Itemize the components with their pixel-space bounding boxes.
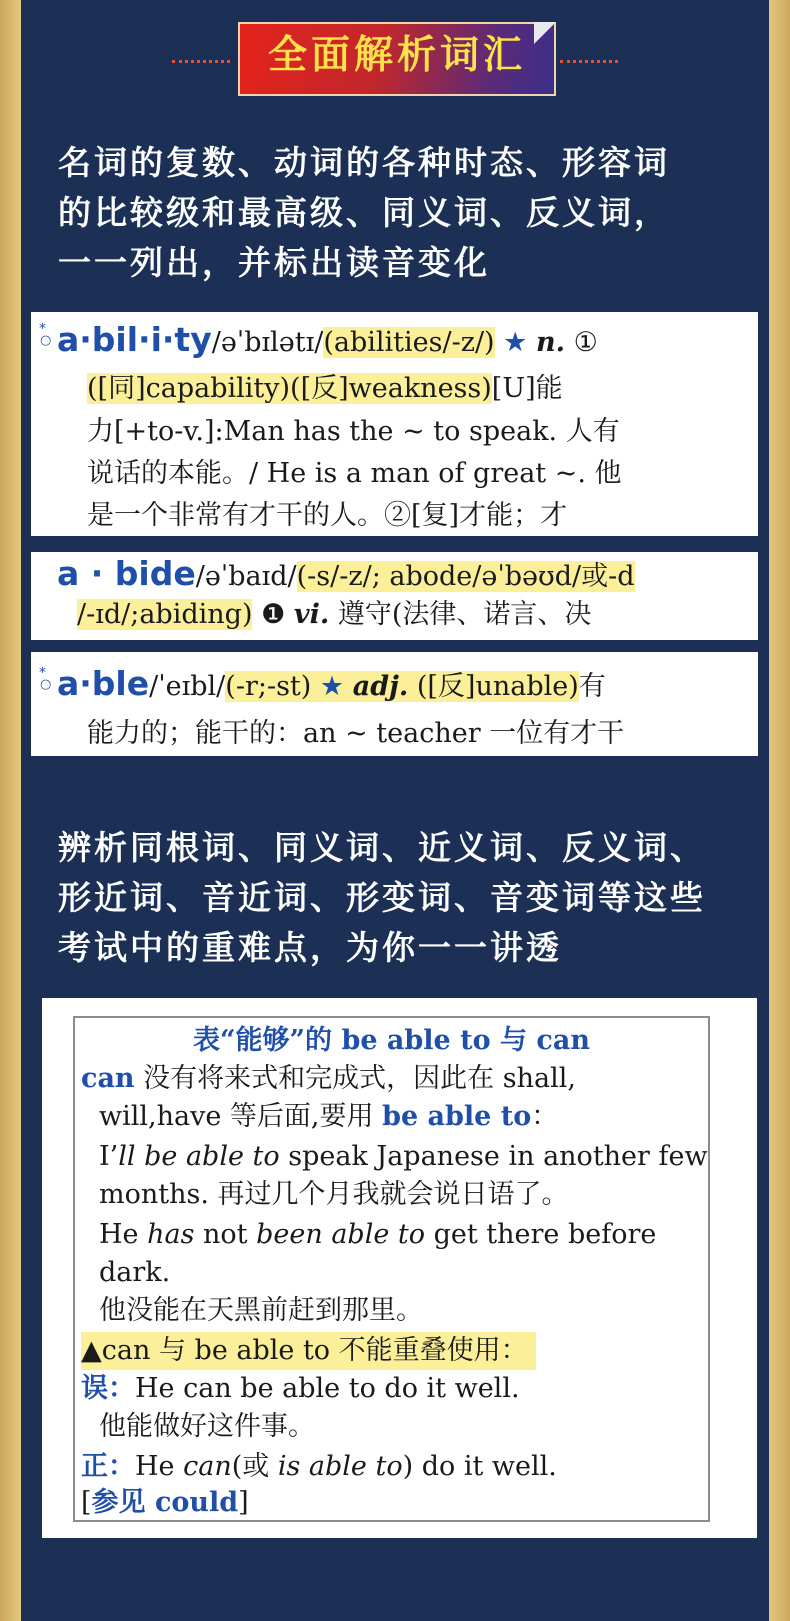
inflected-forms: /-ɪd/;abiding) bbox=[77, 599, 253, 630]
entry-line-5: 是一个非常有才干的人。②[复]才能；才 bbox=[87, 500, 568, 531]
entry-line-1 bbox=[57, 664, 606, 704]
keyword: can bbox=[81, 1063, 135, 1094]
left-gold-border bbox=[0, 0, 21, 1621]
correct-label: 正： bbox=[81, 1451, 135, 1482]
see-also bbox=[81, 1484, 249, 1522]
correct-example bbox=[81, 1448, 557, 1486]
keyword: be able to bbox=[382, 1101, 532, 1132]
antonym: ([反]weakness) bbox=[290, 373, 492, 404]
example-sentence-cont: dark. bbox=[99, 1257, 171, 1288]
frequency-marker: * bbox=[39, 321, 46, 337]
warning-note: ▲can 与 be able to 不能重叠使用： bbox=[81, 1332, 536, 1370]
dictionary-entry-abide bbox=[31, 552, 758, 640]
heading-line: 辨析同根词、同义词、近义词、反义词、 bbox=[58, 828, 706, 867]
note-text: He can be able to do it well. bbox=[135, 1373, 520, 1404]
plural-form: (abilities/-z/) bbox=[323, 327, 495, 358]
example-translation: 他没能在天黑前赶到那里。 bbox=[99, 1295, 423, 1326]
heading-line: 名词的复数、动词的各种时态、形容词 bbox=[58, 143, 670, 182]
entry-line-3: 力[+to-v.]:Man has the ~ to speak. 人有 bbox=[87, 416, 620, 447]
phonetic: /əˈbaɪd/ bbox=[195, 561, 297, 592]
definition-text: [U]能 bbox=[491, 373, 563, 404]
emphasis: been able to bbox=[256, 1219, 426, 1250]
note-line-2 bbox=[99, 1098, 558, 1136]
see-also-link[interactable]: 参见 could bbox=[91, 1487, 239, 1518]
definition-text: 有 bbox=[578, 671, 606, 702]
frequency-circle-icon: ○ bbox=[40, 677, 52, 692]
note-text: not bbox=[194, 1219, 257, 1250]
headword: a·ble bbox=[57, 664, 150, 703]
bracket: ] bbox=[238, 1487, 249, 1518]
inflected-forms: (-s/-z/; abode/əˈbəʊd/或-d bbox=[296, 561, 635, 592]
example-translation: months. 再过几个月我就会说日语了。 bbox=[99, 1179, 569, 1210]
sense-number: ❶ bbox=[261, 599, 286, 630]
inflected-forms bbox=[225, 671, 579, 702]
heading-line: 考试中的重难点，为你一一讲透 bbox=[58, 928, 562, 967]
synonym: ([同]capability) bbox=[87, 373, 291, 404]
dotted-divider-left bbox=[172, 60, 230, 63]
usage-note-title: 表“能够”的 be able to 与 can bbox=[193, 1025, 590, 1056]
note-text: He bbox=[99, 1219, 148, 1250]
usage-note-box bbox=[73, 1016, 710, 1522]
wrong-example bbox=[81, 1370, 520, 1408]
headword: a·bil·i·ty bbox=[57, 320, 212, 359]
note-text: (或 bbox=[231, 1451, 278, 1482]
emphasis: is able to bbox=[277, 1451, 403, 1482]
star-icon: ★ bbox=[319, 671, 345, 702]
sense-number: ① bbox=[573, 327, 598, 358]
phonetic: /əˈbɪlətɪ/ bbox=[211, 327, 324, 358]
entry-line-2: 能力的；能干的：an ~ teacher 一位有才干 bbox=[87, 718, 625, 749]
part-of-speech: adj. bbox=[352, 671, 409, 702]
emphasis: can bbox=[183, 1451, 232, 1482]
title-box bbox=[238, 22, 556, 96]
emphasis: has bbox=[147, 1219, 195, 1250]
note-text: ) do it well. bbox=[402, 1451, 557, 1482]
heading-line: 一一列出，并标出读音变化 bbox=[58, 243, 490, 282]
page-title: 全面解析词汇 bbox=[267, 33, 526, 78]
example-translation: 他能做好这件事。 bbox=[99, 1411, 315, 1442]
section-heading-2 bbox=[58, 823, 758, 973]
right-gold-border bbox=[769, 0, 790, 1621]
note-text: I’ bbox=[99, 1141, 119, 1172]
section-heading-1 bbox=[58, 138, 758, 288]
headword: a · bide bbox=[57, 554, 196, 593]
usage-note-card bbox=[42, 998, 757, 1538]
emphasis: ll be able to bbox=[118, 1141, 280, 1172]
note-text: get there before bbox=[425, 1219, 657, 1250]
entry-line-2 bbox=[87, 369, 563, 409]
dictionary-entry-ability bbox=[31, 312, 758, 536]
note-line-1 bbox=[81, 1060, 576, 1098]
heading-line: 形近词、音近词、形变词、音变词等这些 bbox=[58, 878, 706, 917]
example-sentence bbox=[99, 1138, 708, 1176]
note-text: ： bbox=[531, 1101, 559, 1132]
example-sentence bbox=[99, 1216, 656, 1254]
note-text: speak Japanese in another few bbox=[279, 1141, 708, 1172]
entry-line-2 bbox=[77, 595, 591, 635]
star-icon: ★ bbox=[503, 327, 528, 358]
antonym: ([反]unable) bbox=[416, 671, 579, 702]
note-text: will,have 等后面,要用 bbox=[99, 1101, 383, 1132]
frequency-marker: * bbox=[39, 665, 46, 681]
frequency-circle-icon: ○ bbox=[40, 333, 52, 348]
heading-line: 的比较级和最高级、同义词、反义词， bbox=[58, 193, 670, 232]
entry-line-1 bbox=[57, 320, 598, 360]
wrong-label: 误： bbox=[81, 1373, 135, 1404]
entry-line-4: 说话的本能。/ He is a man of great ~. 他 bbox=[87, 458, 622, 489]
bracket: [ bbox=[81, 1487, 92, 1518]
note-text: 没有将来式和完成式，因此在 shall, bbox=[134, 1063, 576, 1094]
part-of-speech: n. bbox=[535, 327, 566, 358]
entry-line-1 bbox=[57, 554, 635, 594]
part-of-speech: vi. bbox=[293, 599, 330, 630]
definition-text: 遵守(法律、诺言、决 bbox=[337, 599, 592, 630]
note-text: He bbox=[135, 1451, 184, 1482]
title-banner bbox=[0, 22, 790, 98]
dotted-divider-right bbox=[560, 60, 618, 63]
dictionary-entry-able bbox=[31, 652, 758, 756]
phonetic: /ˈeɪbl/ bbox=[149, 671, 226, 702]
forms-text: (-r;-st) bbox=[225, 671, 312, 702]
